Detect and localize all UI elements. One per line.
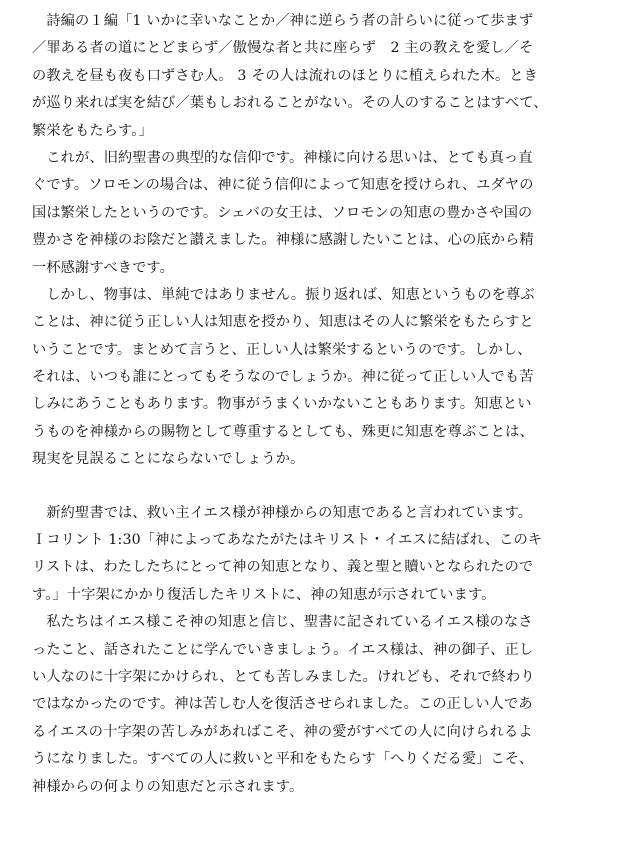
text-line: 新約聖書では、救い主イエス様が神様からの知恵であると言われています。 [32,504,533,521]
text-line: ／罪ある者の道にとどまらず／傲慢な者と共に座らず 2 主の教えを愛し／そ [32,40,534,57]
text-line: ぐです。ソロモンの場合は、神に従う信仰によって知恵を授けられ、ユダヤの [32,177,534,194]
paragraph-new-testament [32,500,602,610]
paragraph-psalm-quote [32,8,602,145]
text-line: の教えを昼も夜も口ずさむ人。 3 その人は流れのほとりに植えられた木。とき [32,67,538,84]
text-line: い人なのに十字架にかけられ、とても苦しみました。けれども、それで終わり [32,668,535,685]
text-line: リストは、わたしたちにとって神の知恵となり、義と聖と贖いとなられたので [32,559,534,576]
text-line: 国は繁栄したというのです。シェバの女王は、ソロモンの知恵の豊かさや国の [32,204,533,221]
document-page [32,8,602,801]
paragraph-old-testament-faith [32,145,602,282]
paragraph-wisdom-question [32,282,602,474]
text-line: これが、旧約聖書の典型的な信仰です。神様に向ける思いは、とても真っ直 [32,149,533,166]
text-line: うになりました。すべての人に救いと平和をもたらす「へりくだる愛」こそ、 [32,751,534,768]
text-line: す。」十字架にかかり復活したキリストに、神の知恵が示されています。 [32,586,496,603]
text-line: ことは、神に従う正しい人は知恵を授かり、知恵はその人に繁栄をもたらすと [32,314,534,331]
text-line: 繁栄をもたらす。」 [32,122,153,139]
text-line: 詩編の１編「1 いかに幸いなことか／神に逆らう者の計らいに従って歩まず [32,13,534,29]
text-line: 現実を見誤ることにならないでしょうか。 [32,451,305,468]
text-line: Ｉコリント 1:30「神によってあなたがたはキリスト・イエスに結ばれ、このキ [32,532,543,549]
paragraph-humble-love [32,609,602,801]
text-line: ったこと、話されたことに学んでいきましょう。イエス様は、神の御子、正し [32,641,534,658]
text-line: るイエスの十字架の苦しみがあればこそ、神の愛がすべての人に向けられるよ [32,723,533,740]
text-line: 私たちはイエス様こそ神の知恵と信じ、聖書に記されているイエス様のなさ [32,614,533,631]
text-line: いうことです。まとめて言うと、正しい人は繁栄するというのです。しかし、 [32,341,532,358]
text-line: 一杯感謝すべきです。 [32,259,174,276]
text-line: が巡り来れば実を結び／葉もしおれることがない。その人のすることはすべて、 [32,95,548,112]
text-line: それは、いつも誰にとってもそうなのでしょうか。神に従って正しい人でも苦 [32,369,534,386]
text-line: 神様からの何よりの知恵だと示されます。 [32,778,304,795]
text-line: しかし、物事は、単純ではありません。振り返れば、知恵というものを尊ぶ [32,286,535,303]
paragraph-gap [32,474,602,500]
text-line: うものを神様からの賜物として尊重するとしても、殊更に知恵を尊ぶことは、 [32,423,534,440]
text-line: しみにあうこともあります。物事がうまくいかないこともあります。知恵とい [32,396,532,413]
text-line: ではなかったのです。神は苦しむ人を復活させられました。この正しい人であ [32,696,533,713]
text-line: 豊かさを神様のお陰だと讃えました。神様に感謝したいことは、心の底から精 [32,232,534,249]
